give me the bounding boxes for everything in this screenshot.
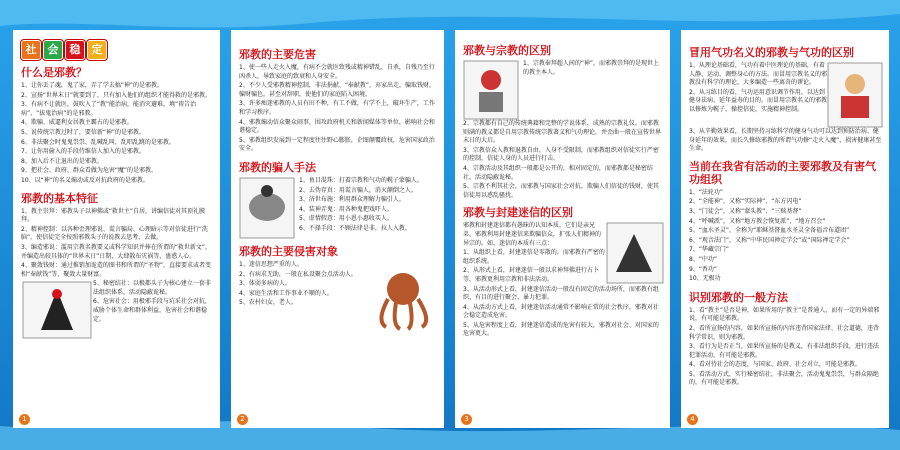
list-what-is-cult xyxy=(21,82,214,186)
heading-cult-harms: 邪教的主要危害 xyxy=(239,48,316,61)
list-item: 4、宗教活动及其组织一般都是公开的，相对固定的，而邪教都是秘密结社，活动隐蔽诡秘。 xyxy=(463,164,653,181)
list-item: 7、让你用偷入的手段侍维信人加入的是邪教。 xyxy=(21,148,145,156)
list-item: 4、家庭生活和工作事业不顺的人。 xyxy=(239,289,333,297)
religion-row xyxy=(463,60,664,120)
list-item: 2、精神控制：以各种歪理邪说、谎言骗局、心理暗示等对信徒进行“洗脑”，使信徒完全按照邪教头子的说教去思考，去做。 xyxy=(21,225,208,242)
logo-char-4: 定 xyxy=(87,40,107,60)
list-item: 1、鱼目混珠：打着宗教和气功的幌子蒙骗人。 xyxy=(299,176,423,184)
list-item: 6、非法聚会时鬼鬼祟祟、乱喊乱叫，乱唱乱跳的是邪教。 xyxy=(21,138,175,146)
list-item: 4、“呼喊派”，又称“地方教会恢复派”、“地方召会” xyxy=(689,217,826,225)
list-item: 3、从辛勤效果看，长期坚持习练科学的健身气功可以达到预防治病、健身延年的效果，而长久修练邪教的所谓气功修“走火入魔”，损害健康甚至生命。 xyxy=(689,128,882,153)
logo-char-1: 社 xyxy=(21,40,41,60)
list-religion-diff-head xyxy=(519,60,664,120)
list-item: 2、宗教都有自己的传统典籍和完整的学说体系，成熟的宗教礼仪。而邪教则满的教义都是自用宗教传统宗教著义和气功理论，并歪曲一般在宣传世界末日的大启。 xyxy=(463,120,662,145)
list-item: 6、“观音法门”，又称“中华民国禅定学会”或“国际禅定学会” xyxy=(689,236,850,244)
list-item: 2、从习练目的看，气功运用意识调节作用，以达到健身祛病、延年益寿的目的。而冒用宗教名义的邪教以修炼为幌子，操控信徒，实施精神控制。 xyxy=(689,88,828,113)
list-item: 8、“中功” xyxy=(689,255,718,263)
list-item: 3、编造邪说：滥用宗教名教要义或科学知识并捧在所谓的“救世新文”，并编造出较具体的“世界末日”日期，大肆散布灾祸等，蛊惑人心。 xyxy=(21,243,212,260)
list-item: 3、宗教信众入教和退教自由，入身不受限制，而邪教组织对信徒实行严密的控制，信徒人身的人员进行打击。 xyxy=(463,146,659,163)
list-item: 2、去伪存真：用谎言骗人，消灭颠倒之人。 xyxy=(299,186,417,194)
list-item: 4、装神弄鬼：用各种鬼把戏吓人。 xyxy=(299,205,393,213)
list-religion-diff xyxy=(463,120,664,200)
page-number: 4 xyxy=(687,414,698,425)
panel-3 xyxy=(455,30,670,428)
list-item: 3、看行为是否正当，如果所宣扬的是教义，有非法组织手段，进行违法犯罪活动，有可能是邪教。 xyxy=(689,343,879,359)
logo-char-2: 会 xyxy=(43,40,63,60)
list-item: 5、秘密结社：以极都头子为核心建立一套非法组织体系，活动隐蔽诡秘。 xyxy=(93,280,211,296)
list-item: 2、“全能神”，又称“实际神”、“东方闪电” xyxy=(689,198,802,206)
list-identify-cults xyxy=(689,307,883,388)
list-item: 1、从理论基础看，气功有着中医理论的基础，有着人静、运动、调整身心的方法。而冒用宗教名义的邪教没有科学的理论，大多编造一些离奇的谬论。 xyxy=(689,62,828,87)
heading-cult-vs-superstition: 邪教与封建迷信的区别 xyxy=(463,206,573,220)
heading-qigong-diff: 冒用气功名义的邪教与气功的区别 xyxy=(689,46,854,59)
list-item: 3、“门徒会”，又称“蒙头教”、“三赎基督” xyxy=(689,207,802,215)
list-item: 9、“香功” xyxy=(689,265,718,273)
intro-text: 邪教和封建迷信都有愚昧的认知本质，它们是亲兄弟。邪教利用封建迷信来欺骗信众，扩张人们精神的异宗的。如，迷信的本质有三点： xyxy=(463,222,602,247)
list-item: 3、从活动形式上看，封建迷信活动一般没有固定的活动场所，而邪教有组织、有目的进行聚会、暴力犯罪。 xyxy=(463,285,659,302)
list-item: 6、不择手段：不顾法律是非，拉人入教。 xyxy=(299,224,411,232)
heading-victims: 邪教的主要侵害对象 xyxy=(239,244,338,258)
panel-2 xyxy=(231,30,444,428)
list-item: 1、迷信思想严重的人。 xyxy=(239,260,303,268)
list-victims xyxy=(239,261,368,331)
page-number: 2 xyxy=(237,414,248,425)
list-item: 9、把社会、政府、群众看做为危害“魔”的是邪教。 xyxy=(21,167,158,175)
list-item: 1、看“教主”是否是神，如果所用的“教主”是普通人，而有一定的异端邪说，有可能是邪教。 xyxy=(689,306,880,323)
page-number: 1 xyxy=(19,414,30,425)
list-item: 3、济世布施：利用群众理解力骗引人。 xyxy=(299,196,405,204)
list-item: 4、从活动方式上看，封建迷信活动通常不影响正常的社会秩序，邪教对社会稳定造成危害。 xyxy=(463,303,659,320)
list-item: 5、虚情假意：用小恩小惠收买人。 xyxy=(299,215,393,223)
logo-char-3: 稳 xyxy=(65,40,85,60)
heading-cult-features: 邪教的基本特征 xyxy=(21,191,98,205)
cults-row xyxy=(689,189,883,285)
list-item: 1、从组织上看，封建迷信是零散的，而邪教有严密的组织系统。 xyxy=(463,249,605,265)
list-item: 5、宗教不利其社会，而邪教与国家社会对抗，欺骗人们信徒的钱财，使其信徒用以惑乱骚扰。 xyxy=(463,183,659,199)
list-item: 5、说传统宗教过时了，要信新“神”的是邪教。 xyxy=(21,128,146,136)
list-item: 10、无极功 xyxy=(689,275,721,283)
list-item: 3、有病不让就医，鼓吹入了“教”能治病，能消灾避难，填“祷告治病”、“拔鬼治病”的是邪教。 xyxy=(21,101,197,117)
logo-social-stability xyxy=(21,40,214,60)
heading-cult-vs-religion: 邪教与宗教的区别 xyxy=(463,44,551,57)
list-item: 5、邪教组织发展到一定程度往往野心膨胀，企图颠覆政权，危害国家政治安全。 xyxy=(239,136,435,153)
cartoon-illustration xyxy=(463,60,519,120)
list-item: 4、邪教煽动信众聚众闹事，围攻政府机关和新闻媒体等单位，影响社会和谐稳定。 xyxy=(239,118,435,135)
list-item: 2、从形式上看，封建迷信一般以求神拜佛进行占卜等，邪教更利用宗教和非法活动。 xyxy=(463,267,599,283)
list-cult-features xyxy=(21,208,214,341)
heading-what-is-cult: 什么是邪教？ xyxy=(21,66,87,79)
panel-4 xyxy=(681,30,889,428)
cartoon-illustration xyxy=(239,177,295,239)
heading-identify-cults: 识别邪教的一般方法 xyxy=(689,290,788,304)
list-active-cults xyxy=(689,189,883,285)
list-item: 2、不少人受邪教精神控制，非法捐献、“奉献教”，弃家出走，骗取钱财，骗财骗色，甚至对辞职，使他们的家庭陷入困境。 xyxy=(239,82,436,98)
list-item: 8、加入后不让退出的是邪教。 xyxy=(21,157,103,165)
list-item: 6、危害社会：用极邪手段与坑采社会对抗，威胁个体生命和群体利益，危害社会和谐稳定。 xyxy=(93,298,211,323)
list-item: 1、使一些人走火入魔，有病不会就医致残或精神错乱，自杀，自残乃至行凶杀人，导致家庭的致衰和人身安全。 xyxy=(239,64,435,80)
list-item: 5、“血水圣灵”，全称为“耶稣基督血水圣灵全备福音布道团” xyxy=(689,227,850,235)
list-item: 10、以“神”的名义煽动或反对抗政府的是邪教。 xyxy=(21,176,149,184)
list-item: 1、教主崇拜：邪教头子以神佛或“救世主”自居，讲编信徒对其顶礼膜拜。 xyxy=(21,207,206,224)
list-item: 3、许多痴迷邪教的人员有田不种，有工不做，有学不上，破坏生产，工作和学习秩序。 xyxy=(239,100,435,116)
list-deception-methods xyxy=(295,177,438,239)
list-item: 5、从危害程度上看，封建迷信造成的危害有较大，邪教对社会、对国家的危害更大。 xyxy=(463,321,659,338)
list-item: 2、看所宣扬的内容，如果所宣扬的内容违背国家法律、社会道德，违背科学常识，则为邪教。 xyxy=(689,324,879,341)
list-item: 4、看对待社会的态度，与国家、政府、社会对立，可能是邪教。 xyxy=(689,361,861,369)
list-item: 5、看活动方式，实行秘密结社，非法聚会，活动鬼鬼祟祟，与群众隔绝的，有可能是邪教。 xyxy=(689,370,879,387)
superstition-row xyxy=(463,222,664,285)
list-item: 2、宣扬“世界末日”就要到了，只有加入他们的组织才能得救的是邪教。 xyxy=(21,91,212,99)
list-superstition-diff-rest xyxy=(463,286,664,340)
list-item: 1、宗教奉拜超人间的“神”，而邪教崇拜的是现世上的教主本人。 xyxy=(523,60,660,76)
methods-row xyxy=(239,177,438,239)
victims-row xyxy=(239,261,438,331)
list-cult-harms xyxy=(239,64,438,155)
harms-row xyxy=(239,64,438,155)
list-item: 7、“华藏宗门” xyxy=(689,246,730,254)
qigong-row xyxy=(689,62,883,128)
list-item: 1、“法轮功” xyxy=(689,188,724,196)
list-item: 2、有病求无助，一般在私设聚会点活动人。 xyxy=(239,270,357,278)
cartoon-illustration xyxy=(827,62,883,128)
feature-row xyxy=(21,280,214,340)
list-qigong-diff-rest xyxy=(689,128,883,154)
list-item: 4、欺骗、威逼利女居教主霸占的是邪教。 xyxy=(21,119,133,127)
list-item: 1、让你丢了魂，鬼了家，弄了学去搞“神”的是邪教。 xyxy=(21,82,164,89)
panel-1 xyxy=(13,30,220,428)
octopus-illustration xyxy=(368,261,438,331)
list-item: 4、聚敛钱财：通过推销加诡造的图书和所谓的“圣物”，直接要求或者变相“奉献钱”等，聚敛大量财富。 xyxy=(21,262,212,278)
page-number: 3 xyxy=(461,414,472,425)
cartoon-illustration xyxy=(21,280,93,340)
list-item: 3、体弱多病的人。 xyxy=(239,280,291,288)
list-superstition-diff xyxy=(463,222,606,285)
heading-active-cults: 当前在我省有活动的主要邪教及有害气功组织 xyxy=(689,159,876,186)
heading-deception-methods: 邪教的骗人手法 xyxy=(239,160,316,174)
list-item: 5、农村妇女，老人。 xyxy=(239,299,297,307)
list-qigong-diff xyxy=(689,62,827,128)
cartoon-illustration xyxy=(606,222,664,284)
